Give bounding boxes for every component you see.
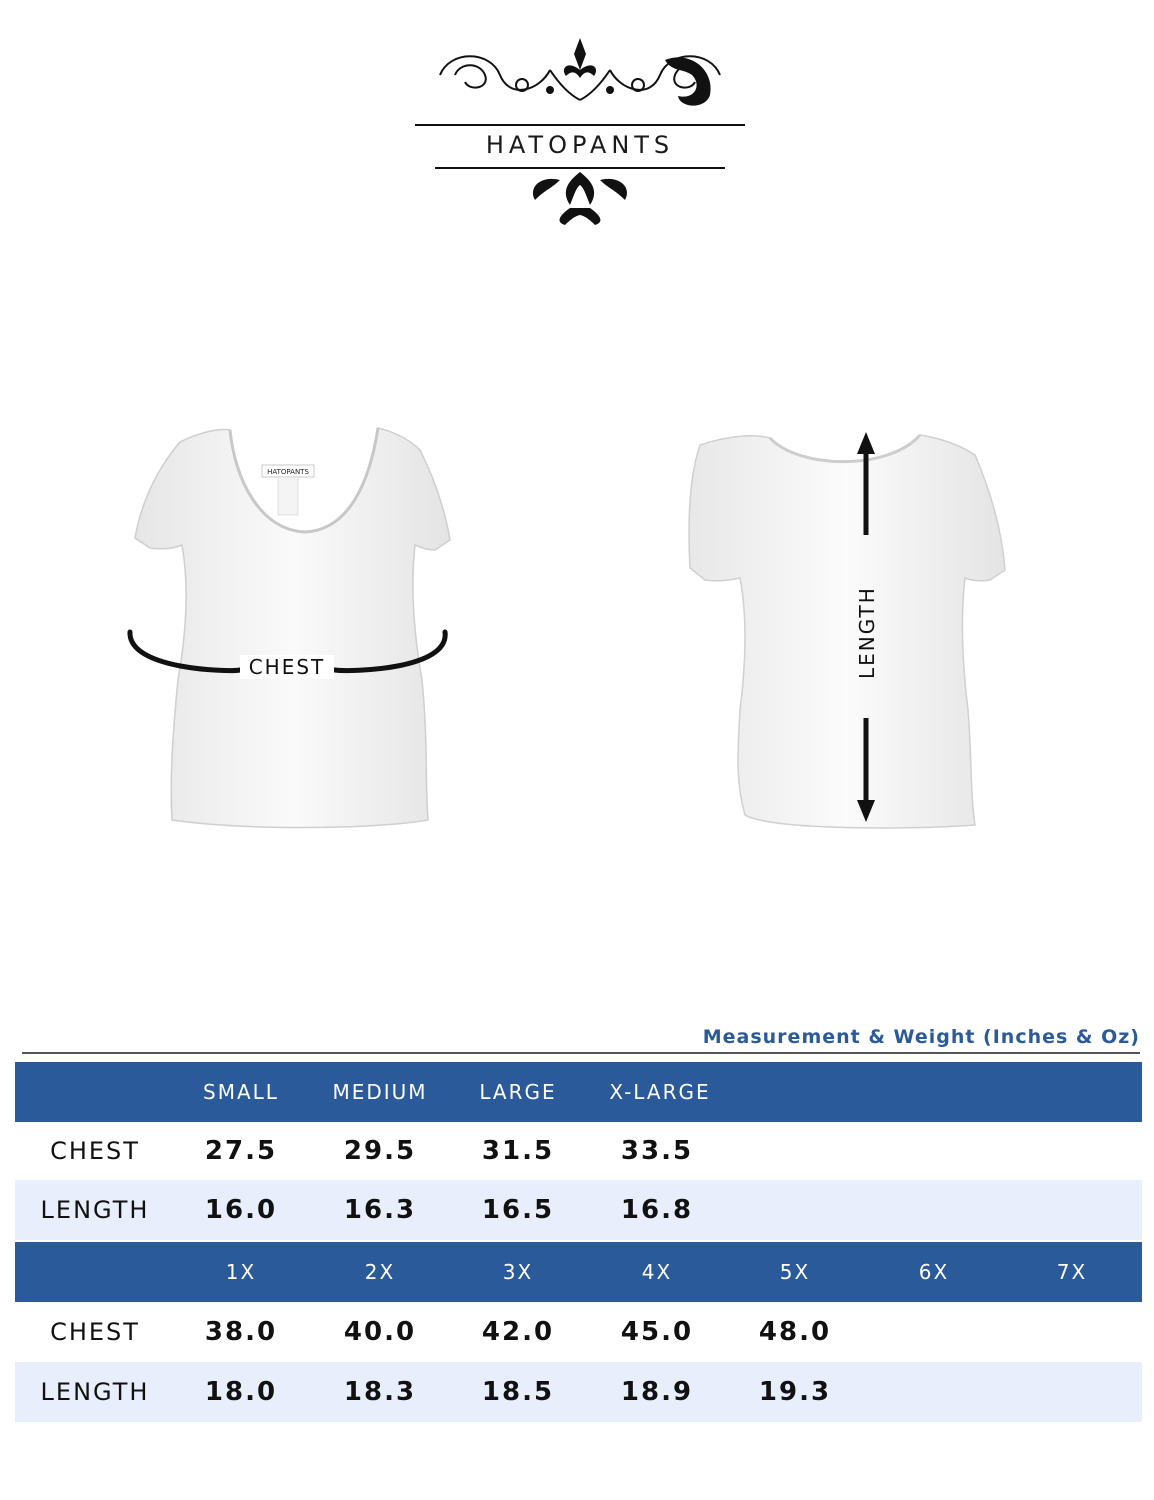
table-row-length-1 [15,1180,1142,1240]
size-table-title: Measurement & Weight (Inches & Oz) [702,1026,1140,1048]
chest-medium-value: 29.5 [343,1136,417,1166]
table-row-length-2 [15,1362,1142,1422]
size-header-large: LARGE [479,1080,557,1104]
size-header-row-2 [15,1242,1142,1302]
row-label-chest: CHEST [50,1318,140,1346]
length-large-value: 16.5 [481,1195,555,1225]
length-2x-value: 18.3 [343,1377,417,1407]
shirt-tag-text: HATOPANTS [267,468,309,476]
row-label-chest: CHEST [50,1137,140,1165]
chest-small-value: 27.5 [204,1136,278,1166]
length-1x-value: 18.0 [204,1377,278,1407]
length-3x-value: 18.5 [481,1377,555,1407]
length-medium-value: 16.3 [343,1195,417,1225]
size-header-small: SMALL [203,1080,279,1104]
size-header-5x: 5X [779,1260,811,1284]
chest-4x-value: 45.0 [620,1317,694,1347]
chest-large-value: 31.5 [481,1136,555,1166]
title-divider [22,1052,1140,1054]
length-measure-label: LENGTH [855,586,879,679]
row-label-length: LENGTH [40,1196,150,1224]
table-row-chest-2 [15,1302,1142,1362]
size-header-2x: 2X [364,1260,396,1284]
chest-5x-value: 48.0 [758,1317,832,1347]
table-row-chest-1 [15,1122,1142,1180]
size-header-3x: 3X [502,1260,534,1284]
row-label-length: LENGTH [40,1378,150,1406]
size-header-6x: 6X [918,1260,950,1284]
size-header-4x: 4X [641,1260,673,1284]
shirt-back-image [630,420,1010,840]
size-header-1x: 1X [225,1260,257,1284]
brand-name: HATOPANTS [485,131,675,159]
chest-measure-label: CHEST [240,655,334,679]
shirt-front-image [110,420,460,840]
length-small-value: 16.0 [204,1195,278,1225]
chest-3x-value: 42.0 [481,1317,555,1347]
size-header-row-1 [15,1062,1142,1122]
length-5x-value: 19.3 [758,1377,832,1407]
chest-xlarge-value: 33.5 [620,1136,694,1166]
size-chart-table [15,1062,1142,1424]
chest-1x-value: 38.0 [204,1317,278,1347]
chest-2x-value: 40.0 [343,1317,417,1347]
brand-logo [410,30,750,230]
length-xlarge-value: 16.8 [620,1195,694,1225]
size-header-xlarge: X-LARGE [609,1080,711,1104]
length-4x-value: 18.9 [620,1377,694,1407]
size-header-7x: 7X [1056,1260,1088,1284]
size-header-medium: MEDIUM [332,1080,428,1104]
